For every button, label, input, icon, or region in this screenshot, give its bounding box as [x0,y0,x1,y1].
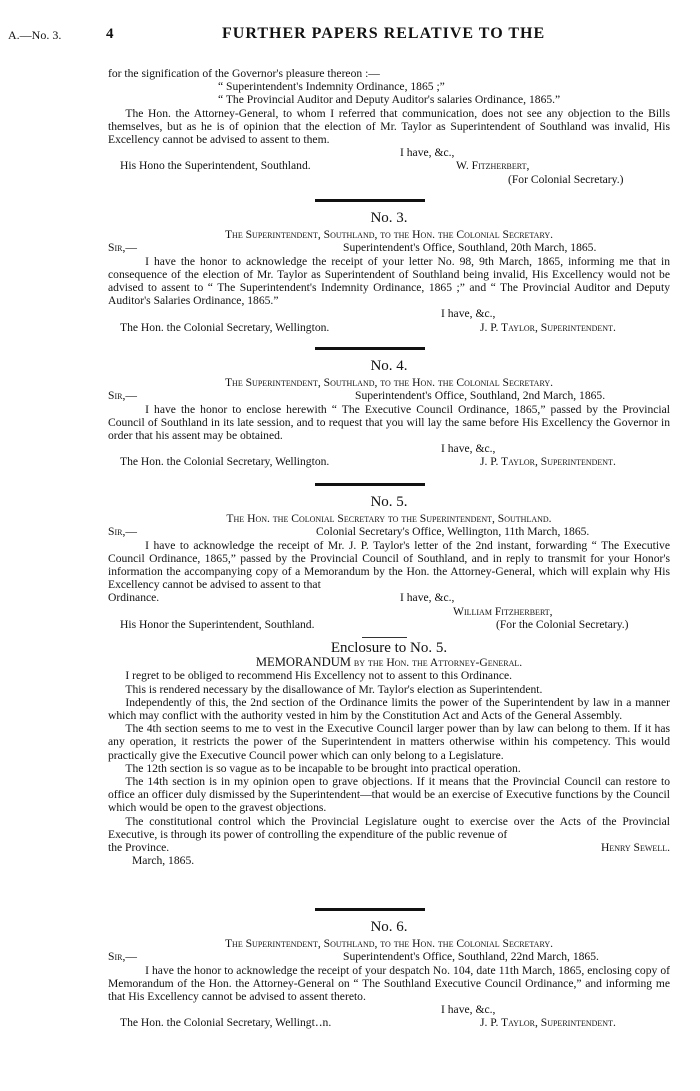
office-date: Superintendent's Office, Southland, 20th March, 1865. [343,241,597,255]
signature-role: (For Colonial Secretary.) [508,172,624,186]
salutation-row [108,241,670,254]
letter-body: I have the honor to acknowledge the receipt of your despatch No. 104, date 11th March, 1865, enclosing copy of Memorandum of the Hon. the Attorney-General on “ The Southland Executive Council Ordinance,” and informing me that His Excellency cannot be advised to assent thereto. [108,963,670,1003]
section-divider [315,347,425,350]
letter-from-to: The Hon. the Colonial Secretary to the Superintendent, Southland. [226,512,552,526]
paragraph: The Hon. the Attorney-General, to whom I referred that communication, does not see any objection to the Bills themselves, but as he is of opinion that the election of Mr. Taylor as Superintendent of Southland was invalid, His Excellency cannot be advised to assent to them. [108,106,670,147]
signature: J. P. Taylor, Superintendent. [480,320,616,334]
closing-row [108,591,670,604]
section-divider [315,908,425,911]
enclosure-heading: Enclosure to No. 5. [330,640,448,656]
paragraph: The 14th section is in my opinion open to grave objections. If it means that the Provincial Council can restore to office an officer duly dismissed by the Superintendent—that would be an exercise of Executive functions by the Council which would be open to the gravest objections. [108,775,670,815]
letter-body: I have the honor to acknowledge the receipt of your letter No. 98, 9th March, 1865, informing me that in consequence of the election of Mr. Taylor as Superintendent of Southland being invalid, His Excellency would not be advised to assent to “ The Superintendent's Indemnity Ordinance, 1865 ;” and “ The Provincial Auditor and Deputy Auditor's Salaries Ordinance, 1865.” [108,254,670,308]
signature: J. P. Taylor, Superintendent. [480,455,616,469]
letter-body: I have to acknowledge the receipt of Mr. J. P. Taylor's letter of the 2nd instant, forwarding “ The Executive Council Ordinance, 1865,” passed by the Provincial Council of Southland, and in reply to transmit for your Honor's information the accompanying copy of a Memorandum by the Hon. the Attorney-General, which will explain why His Excellency cannot be advised to assent to that [108,538,670,592]
closing: I have, &c., [400,591,455,605]
salutation-row [108,389,670,402]
enclosure-section [108,642,670,867]
salutation-row [108,950,670,963]
section-divider [315,483,425,486]
signature-role: (For the Colonial Secretary.) [496,617,629,631]
section-divider [315,199,425,202]
paragraph: The constitutional control which the Provincial Legislature ought to exercise over the Acts of the Provincial Executive, is through its power of controlling the expenditure of the public revenue of [108,814,670,841]
signature-row [108,321,670,334]
addressee: The Hon. the Colonial Secretary, Wellington. [120,320,330,334]
intro-line: for the signification of the Governor's pleasure thereon :— [108,67,380,80]
signature-row [108,1016,670,1029]
addressee: The Hon. the Colonial Secretary, Wellington. [120,455,330,469]
document-id: A.—No. 3. [8,28,62,42]
closing: I have, &c., [441,307,496,321]
running-title: FURTHER PAPERS RELATIVE TO THE [222,25,546,42]
salutation: Sir,— [108,950,137,964]
letter-number: No. 3. [370,210,408,226]
letter-from-to: The Superintendent, Southland, to the Hon. the Colonial Secretary. [224,376,554,390]
short-divider [362,637,407,638]
signature-row [108,159,670,172]
memo-from: by the Hon. the Attorney-General. [353,656,523,670]
memo-date: March, 1865. [132,854,195,868]
letter-number: No. 4. [370,358,408,374]
addressee: His Honor the Superintendent, Southland. [120,617,315,631]
salutation: Sir,— [108,241,137,255]
paragraph: I regret to be obliged to recommend His Excellency not to assent to this Ordinance. [125,669,513,683]
closing: I have, &c., [441,1003,496,1017]
letter-number: No. 5. [370,494,408,510]
letter-no-4 [108,356,670,469]
signature: W. Fitzherbert, [456,159,530,173]
paragraph: The 12th section is so vague as to be incapable to be brought into practical operation. [125,761,521,775]
paragraph-end: the Province. [108,841,170,855]
letter-from-to: The Superintendent, Southland, to the Hon. the Colonial Secretary. [224,228,554,242]
addressee: His Hono the Superintendent, Southland. [120,159,311,173]
addressee: The Hon. the Colonial Secretary, Wellingt‥n. [120,1016,332,1030]
memo-heading [108,656,670,669]
letter-no-3 [108,208,670,334]
intro-section [108,67,670,186]
paragraph: The 4th section seems to me to vest in the Executive Council larger power than by law can belong to them. If it has any operation, it restricts the power of the Superintendent in matters otherwise within his competency. This would practically give the Executive Council power which can only belong to a Legislature. [108,722,670,762]
salutation-row [108,525,670,538]
signature-row [108,455,670,468]
letter-body-end: Ordinance. [108,591,160,605]
paragraph: This is rendered necessary by the disallowance of Mr. Taylor's election as Superintendent. [125,682,543,696]
page-number: 4 [106,26,114,42]
ordinance-title: “ Superintendent's Indemnity Ordinance, 1865 ;” [218,80,445,94]
signature-row [108,618,670,631]
memo-word: MEMORANDUM [255,655,352,670]
office-date: Superintendent's Office, Southland, 22nd March, 1865. [343,950,599,964]
office-date: Superintendent's Office, Southland, 2nd March, 1865. [355,389,606,403]
salutation: Sir,— [108,389,137,403]
signature: J. P. Taylor, Superintendent. [480,1016,616,1030]
office-date: Colonial Secretary's Office, Wellington, 11th March, 1865. [316,525,590,539]
salutation: Sir,— [108,525,137,539]
letter-number: No. 6. [370,919,408,935]
paragraph: Independently of this, the 2nd section of the Ordinance limits the power of the Superintendent by law in a manner which may conflict with the authority vested in him by the Constitution Act and Acts of the General Assembly. [108,695,670,723]
closing: I have, &c., [441,442,496,456]
signature-row [108,841,670,854]
ordinance-title: “ The Provincial Auditor and Deputy Auditor's salaries Ordinance, 1865.” [218,93,561,107]
signature: William Fitzherbert, [453,604,553,618]
letter-body: I have the honor to enclose herewith “ The Executive Council Ordinance, 1865,” passed by the Provincial Council of Southland in its late session, and to request that you will lay the same before His Excellency the Governor in order that his assent may be obtained. [108,402,670,442]
letter-no-5 [108,492,670,631]
letter-from-to: The Superintendent, Southland, to the Hon. the Colonial Secretary. [224,937,554,951]
signature: Henry Sewell. [600,841,670,855]
letter-no-6 [108,917,670,1030]
closing: I have, &c., [400,146,455,160]
